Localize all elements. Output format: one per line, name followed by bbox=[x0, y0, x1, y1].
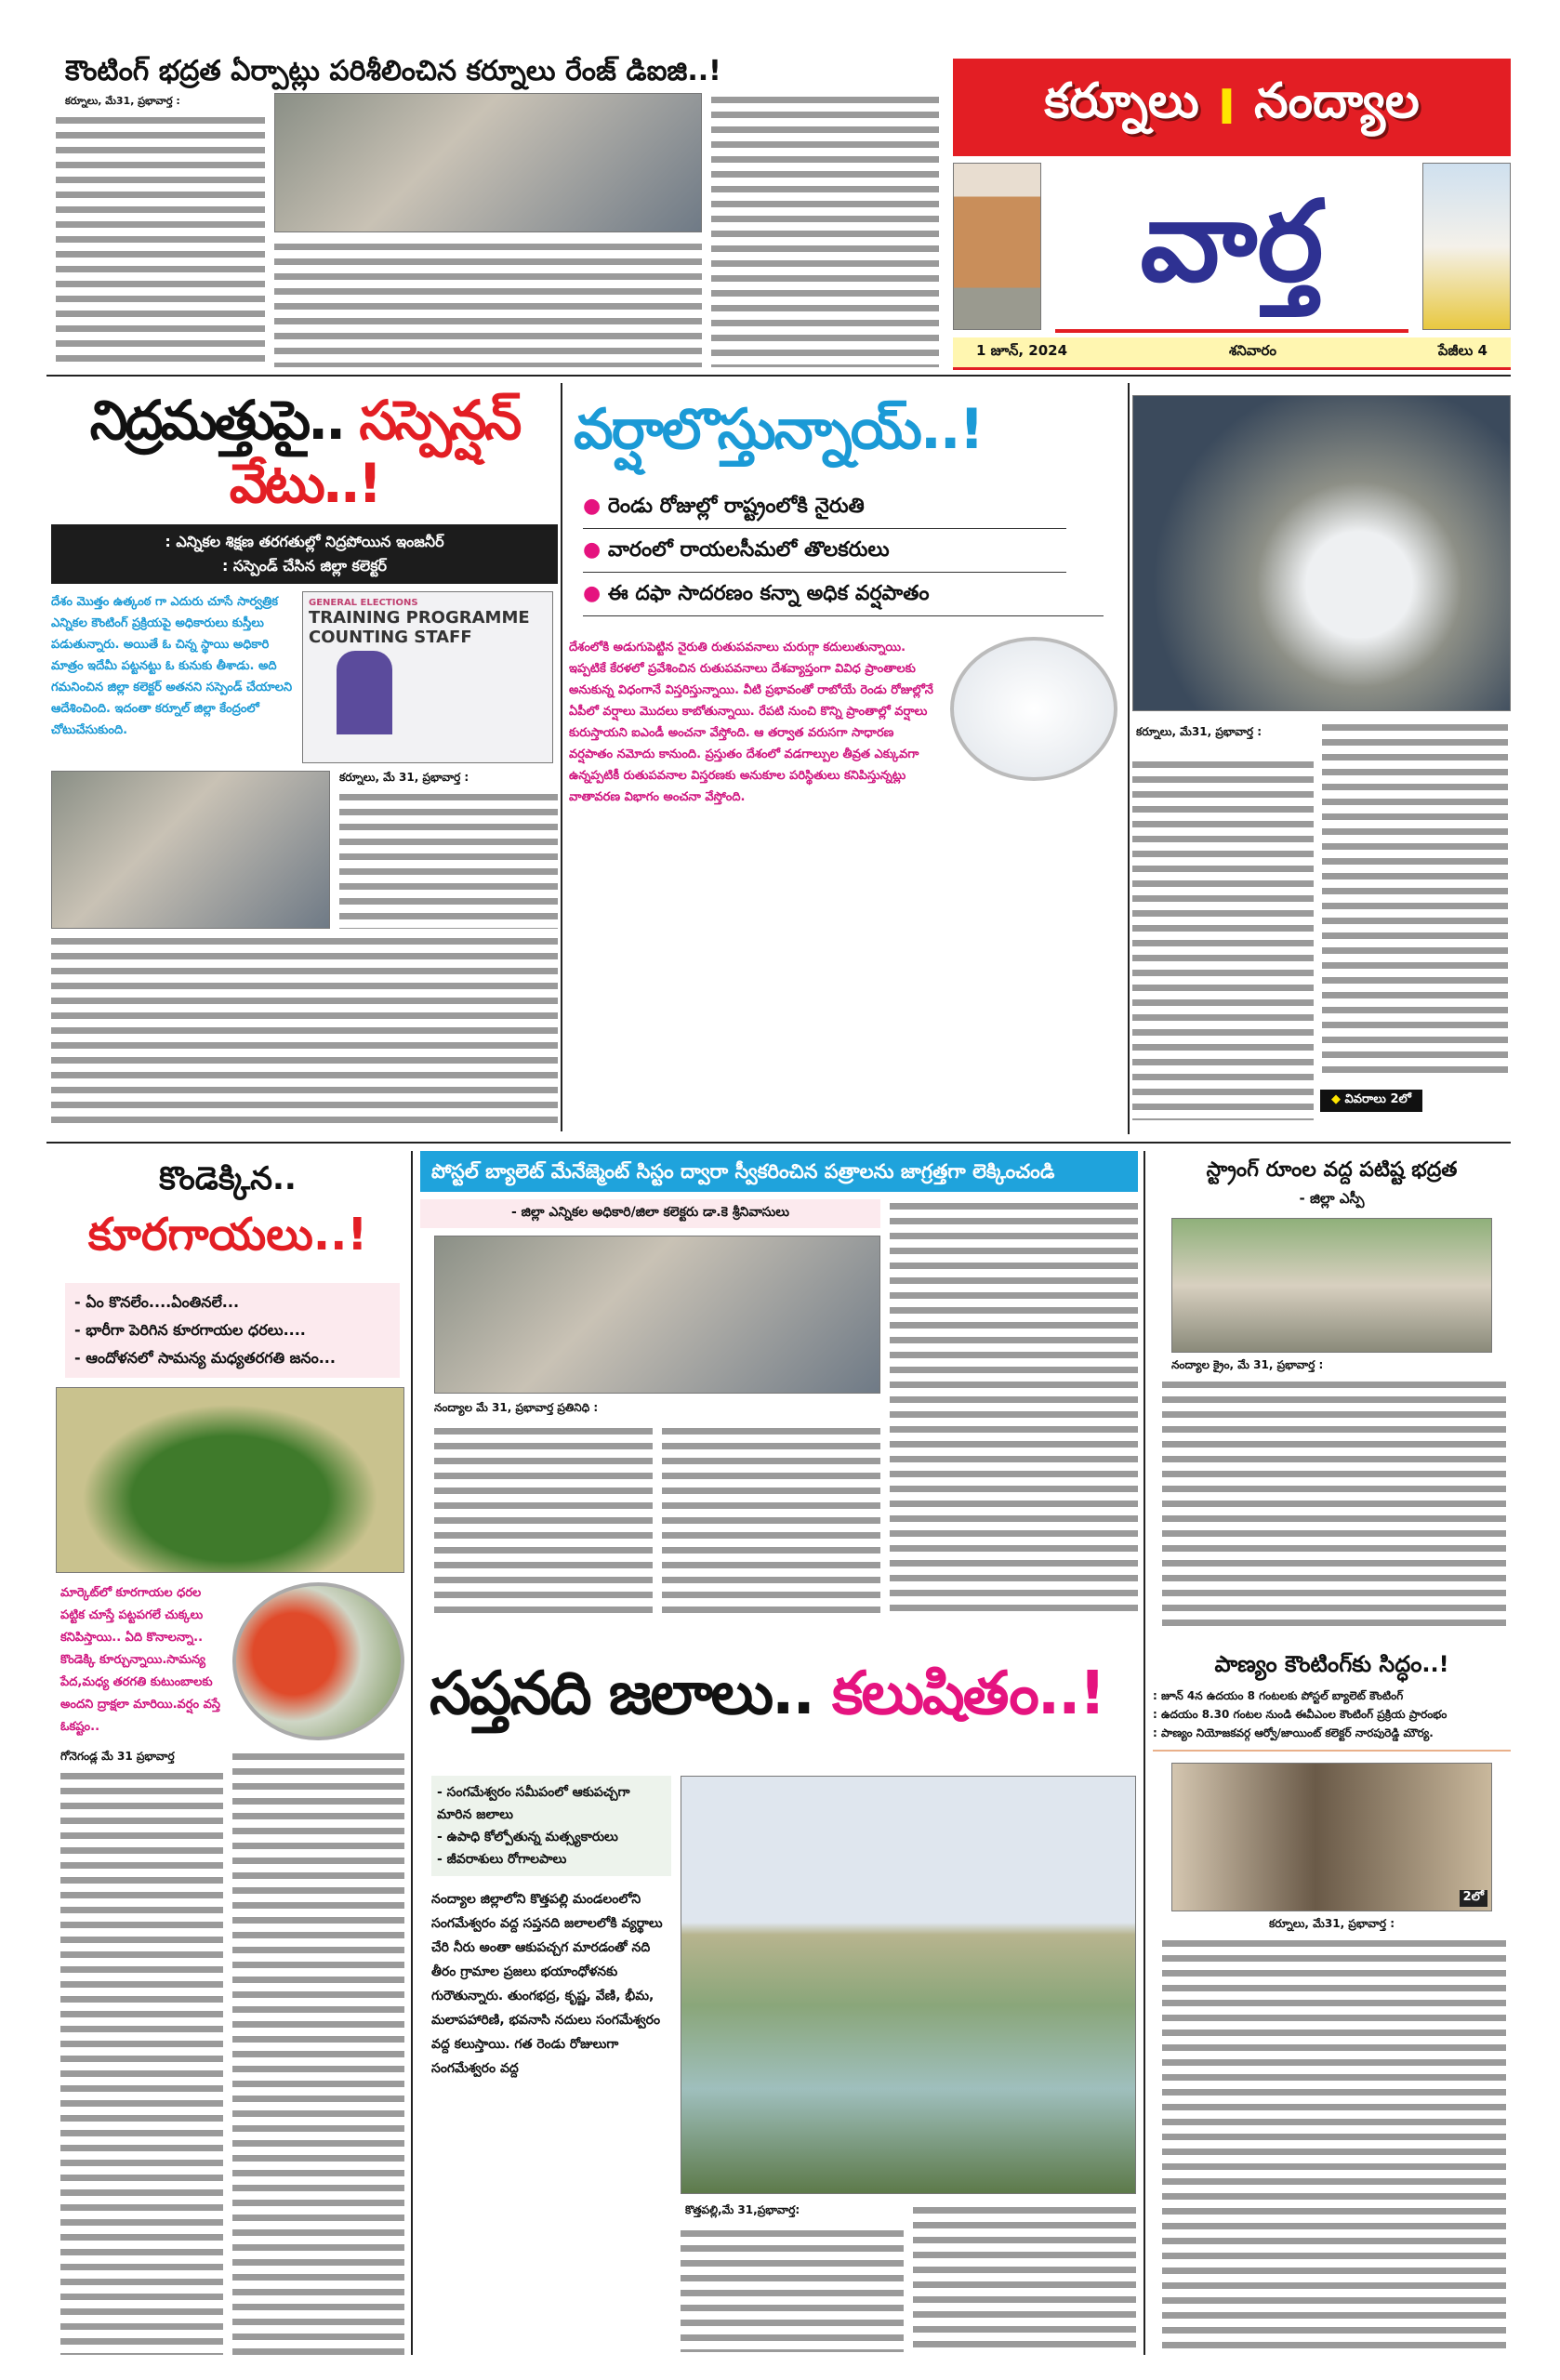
continued-badge bbox=[1320, 1090, 1422, 1112]
bullet-dot-icon: ● bbox=[583, 582, 602, 605]
headline-black: నిద్రమత్తుపై.. bbox=[89, 389, 344, 452]
points-box bbox=[431, 1776, 671, 1876]
arrow-icon: ◆ bbox=[1331, 1092, 1345, 1106]
byline: నంద్యాల క్రైం, మే 31, ప్రభావార్త : bbox=[1171, 1358, 1324, 1371]
bullet-text: ఈ దఫా సాదరణం కన్నా అధిక వర్షపాతం bbox=[607, 582, 930, 605]
vegetable-story bbox=[46, 1151, 409, 2355]
subhead: - జిల్లా ఎన్నికల అధికారి/జిలా కలెక్టరు డా.కె శ్రీనివాసులు bbox=[420, 1199, 880, 1228]
point: - భారీగా పెరిగిన కూరగాయల ధరలు.... bbox=[74, 1321, 306, 1339]
divider bbox=[561, 383, 562, 1131]
body-text bbox=[1162, 1378, 1506, 1634]
lead-text: దేశం మొత్తం ఉత్కంఠ గా ఎదురు చూసే సార్వత్రిక ఎన్నికల కౌంటింగ్ ప్రక్రియపై అధికారులు కుస్తీలు పడుతున్నారు. అయితే ఓ చిన్న స్థాయి అధికారి మాత్రం ఇదేమీ పట్టనట్టు ఓ కునుకు తీశాడు. అది గమనించిన జిల్లా కలెక్టర్ అతనని సస్పెండ్ చేయాలని ఆదేశించింది. ఇదంతా కర్నూల్ జిల్లా కేంద్రంలో చోటుచేసుకుంది. bbox=[51, 595, 293, 737]
dig-left-column bbox=[46, 93, 265, 367]
divider bbox=[46, 1142, 1511, 1144]
body-text bbox=[51, 934, 558, 1131]
masthead-red-band bbox=[953, 59, 1511, 156]
headline: వర్షాలొస్తున్నాయ్..! bbox=[574, 397, 983, 462]
dig-photo bbox=[274, 93, 702, 232]
satellite-image bbox=[1132, 395, 1511, 711]
fort-image bbox=[953, 163, 1041, 330]
panyam-story bbox=[1153, 1646, 1511, 2357]
body-text bbox=[890, 1199, 1138, 1613]
subhead-2: : సస్పెండ్ చేసిన జిల్లా కలెక్టర్ bbox=[221, 557, 388, 575]
body-text bbox=[662, 1424, 880, 1613]
byline: కర్నూలు, మే 31, ప్రభావార్త : bbox=[339, 771, 469, 784]
dig-story bbox=[46, 46, 939, 367]
postal-body bbox=[420, 1199, 1138, 1613]
lead-text: నంద్యాల జిల్లాలోని కొత్తపల్లి మండలంలోని సంగమేశ్వరం వద్ద సప్తనది జలాలలోకి వ్యర్థాలు చేరి నీరు అంతా ఆకుపచ్చగ మారడంతో నది తీరం గ్రామాల ప్రజలు భయాంధోళనకు గురౌతున్నారు. తుంగభద్ర, కృష్ణ, వేణి, భీమ, మలాపహారిణి, భవనాసి నదులు సంగమేశ్వరం వద్ద కలుస్తాయి. గత రెండు రోజులుగా సంగమేశ్వరం వద్ద bbox=[431, 1892, 663, 2076]
divider bbox=[1128, 383, 1130, 1134]
body-text bbox=[1162, 1937, 1506, 2357]
continued-label: వివరాలు 2లో bbox=[1344, 1092, 1411, 1106]
point: - జీవరాశులు రోగాలపాలు bbox=[437, 1852, 567, 1867]
bullet-dot-icon: ● bbox=[583, 538, 602, 562]
divider bbox=[46, 375, 1511, 377]
lead-text: దేశంలోకి అడుగుపెట్టిన నైరుతి రుతుపవనాలు చురుగ్గా కదులుతున్నాయి. ఇప్పటికే కేరళలో ప్రవేశించిన రుతుపవనాలు దేశవ్యాప్తంగా వివిధ ప్రాంతాలకు అనుకున్న విధంగానే విస్తరిస్తున్నాయి. వీటి ప్రభావంతో రాబోయే రెండు రోజుల్లోనే ఏపీలో వర్షాలు మొదలు కాబోతున్నాయి. రేపటి నుంచి కొన్ని ప్రాంతాల్లో వర్షాలు కురుస్తాయని ఐఎండీ అంచనా వేస్తోంది. ఆ తర్వాత వరుసగా సాధారణ వర్షపాతం నమోదు కానుంది. ప్రస్తుతం దేశంలో వడగాల్పుల తీవ్రత ఎక్కువగా ఉన్నప్పటికీ రుతుపవనాల విస్తరణకు అనుకూల పరిస్థితులు కనిపిస్తున్నట్లు వాతావరణ విభాగం అంచనా వేస్తోంది. bbox=[569, 641, 933, 804]
veg-body-row bbox=[60, 1750, 404, 2355]
body-text bbox=[232, 1750, 404, 2355]
suspension-body-row bbox=[51, 771, 558, 929]
point: - ఏం కొనలేం....ఏంతినలే... bbox=[74, 1293, 240, 1311]
logo-text: వార్త bbox=[1140, 178, 1324, 307]
masthead bbox=[953, 59, 1511, 370]
subhead-box bbox=[51, 524, 558, 584]
photo-banner: TRAINING PROGRAMME bbox=[309, 608, 530, 628]
postal-left bbox=[420, 1199, 880, 1613]
photo-banner: COUNTING STAFF bbox=[309, 628, 472, 647]
strongroom-story bbox=[1153, 1151, 1511, 1634]
headline-2: కూరగాయలు..! bbox=[87, 1209, 368, 1261]
headline-black: సప్తనది జలాలు.. bbox=[430, 1659, 813, 1728]
points bbox=[1153, 1683, 1511, 1752]
dig-body bbox=[46, 93, 939, 367]
bullet-item bbox=[583, 485, 1066, 529]
point: - సంగమేశ్వరం సమీపంలో ఆకుపచ్చగా మారిన జలాలు bbox=[437, 1785, 630, 1822]
masthead-kurnool: కర్నూలు bbox=[1044, 73, 1199, 129]
byline: కర్నూలు, మే31, ప్రభావార్త : bbox=[1136, 725, 1263, 738]
byline: నంద్యాల మే 31, ప్రభావార్త ప్రతినిధి : bbox=[434, 1401, 599, 1414]
anemometer-photo bbox=[950, 637, 1117, 781]
masthead-nandyal: నంద్యాల bbox=[1254, 73, 1420, 129]
training-photo bbox=[302, 591, 553, 763]
byline: గోనెగండ్ల మే 31 ప్రభావార్త bbox=[60, 1750, 175, 1763]
bullet-text: రెండు రోజుల్లో రాష్ట్రంలోకి నైరుతి bbox=[607, 495, 865, 518]
bullet-item bbox=[583, 573, 1104, 616]
headline bbox=[420, 1646, 1138, 1757]
postal-columns bbox=[434, 1424, 880, 1613]
suspension-right-column bbox=[339, 771, 558, 929]
meeting-photo bbox=[51, 771, 330, 929]
masthead-separator: I bbox=[1217, 79, 1236, 136]
divider bbox=[1144, 1151, 1145, 2355]
body-text bbox=[274, 240, 702, 367]
veg-left-column bbox=[60, 1750, 223, 2355]
body-text bbox=[681, 2227, 904, 2352]
river-left-column bbox=[431, 1776, 671, 2081]
speaker-figure bbox=[337, 651, 392, 734]
issue-date: 1 జూన్, 2024 bbox=[976, 342, 1068, 359]
headline: పోస్టల్ బ్యాలెట్ మేనేజ్మెంట్ సిస్టం ద్వారా స్వీకరించిన పత్రాలను జాగ్రత్తగా లెక్కించండి bbox=[420, 1151, 1138, 1192]
police-photo bbox=[1171, 1218, 1492, 1353]
point: : ఉదయం 8.30 గంటల నుండి ఈవీఎంల కౌంటింగ్ ప్రక్రియ ప్రారంభం bbox=[1153, 1708, 1448, 1721]
body-text bbox=[913, 2203, 1136, 2352]
dig-mid-column bbox=[274, 93, 702, 367]
body-text bbox=[60, 1769, 223, 2355]
issue-weekday: శనివారం bbox=[1228, 342, 1276, 359]
point: : జూన్ 4న ఉదయం 8 గంటలకు పోస్టల్ బ్యాలెట్ కౌంటింగ్ bbox=[1153, 1689, 1404, 1702]
divider bbox=[411, 1151, 413, 2355]
suspension-lead-row bbox=[51, 591, 558, 763]
rain-story bbox=[569, 383, 1125, 1134]
vegetables-photo bbox=[232, 1582, 404, 1740]
headline bbox=[51, 383, 558, 515]
body-text bbox=[1132, 758, 1314, 1120]
vaartha-logo bbox=[1055, 161, 1408, 333]
nandi-image bbox=[1422, 163, 1511, 330]
body-text bbox=[339, 790, 558, 929]
postal-ballot-story bbox=[420, 1151, 1138, 1634]
byline: కర్నూలు, మే31, ప్రభావార్త : bbox=[65, 95, 180, 107]
greens-photo bbox=[56, 1387, 404, 1573]
subhead: - జిల్లా ఎస్పీ bbox=[1299, 1190, 1365, 1207]
bullet-text: వారంలో రాయలసీమలో తొలకరులు bbox=[607, 538, 890, 562]
officer-photo bbox=[1171, 1763, 1492, 1911]
rain-lead-block bbox=[569, 637, 1117, 808]
headline-pink: కలుషితం..! bbox=[832, 1659, 1104, 1728]
bullet-item bbox=[583, 529, 1066, 573]
photo-banner: GENERAL ELECTIONS bbox=[309, 598, 418, 608]
points-box bbox=[65, 1283, 400, 1378]
point: - ఉపాధి కోల్పోతున్న మత్స్యకారులు bbox=[437, 1830, 618, 1844]
point: : పాణ్యం నియోజకవర్గ ఆర్వో/జాయింట్ కలెక్టర్ నారపురెడ్డి మౌర్య. bbox=[1153, 1726, 1434, 1739]
headline-red: సస్పెన్షన్ వేటు..! bbox=[229, 389, 520, 515]
byline: కొత్తపల్లి,మే 31,ప్రభావార్త: bbox=[685, 2203, 800, 2216]
river-photo bbox=[681, 1776, 1136, 2194]
bullet-dot-icon: ● bbox=[583, 495, 602, 518]
counting-meeting-photo bbox=[434, 1236, 880, 1394]
headline: కౌంటింగ్ భద్రత ఏర్పాట్లు పరిశీలించిన కర్నూలు రేంజ్ డిఐజి..! bbox=[65, 55, 721, 87]
page-count: పేజీలు 4 bbox=[1437, 342, 1487, 359]
headline-1: కొండెక్కిన.. bbox=[159, 1160, 297, 1197]
rain-bullets bbox=[569, 485, 1125, 616]
photo-tag: 2లో bbox=[1460, 1890, 1487, 1907]
body-text bbox=[434, 1424, 653, 1613]
date-bar bbox=[953, 337, 1511, 370]
veg-lead-block bbox=[60, 1582, 404, 1740]
headline: పాణ్యం కౌంటింగ్‌కు సిద్ధం..! bbox=[1214, 1651, 1449, 1677]
suspension-story bbox=[51, 383, 558, 1131]
river-story bbox=[420, 1646, 1138, 2357]
headline: స్ట్రాంగ్ రూంల వద్ద పటిష్ట భద్రత bbox=[1206, 1158, 1458, 1182]
body-text bbox=[711, 93, 939, 367]
byline: కర్నూలు, మే31, ప్రభావార్త : bbox=[1268, 1917, 1395, 1930]
subhead-1: : ఎన్నికల శిక్షణ తరగతుల్లో నిద్రపోయిన ఇంజనీర్ bbox=[165, 533, 444, 550]
body-text bbox=[56, 113, 265, 367]
lead-text: మార్కెట్‌లో కూరగాయల ధరల పట్టిక చూస్తే పట్టపగలే చుక్కలు కనిపిస్తాయి.. ఏది కొనాలన్నా.. కొండెక్కి కూర్చున్నాయి.సామన్య పేద,మధ్య తరగతి కుటుంబాలకు అందని ద్రాక్షలా మారియి.వర్షం వస్తే ఓకష్టం.. bbox=[60, 1586, 220, 1734]
point: - ఆందోళనలో సామన్య మధ్యతరగతి జనం... bbox=[74, 1349, 336, 1367]
body-text bbox=[1322, 721, 1508, 1078]
